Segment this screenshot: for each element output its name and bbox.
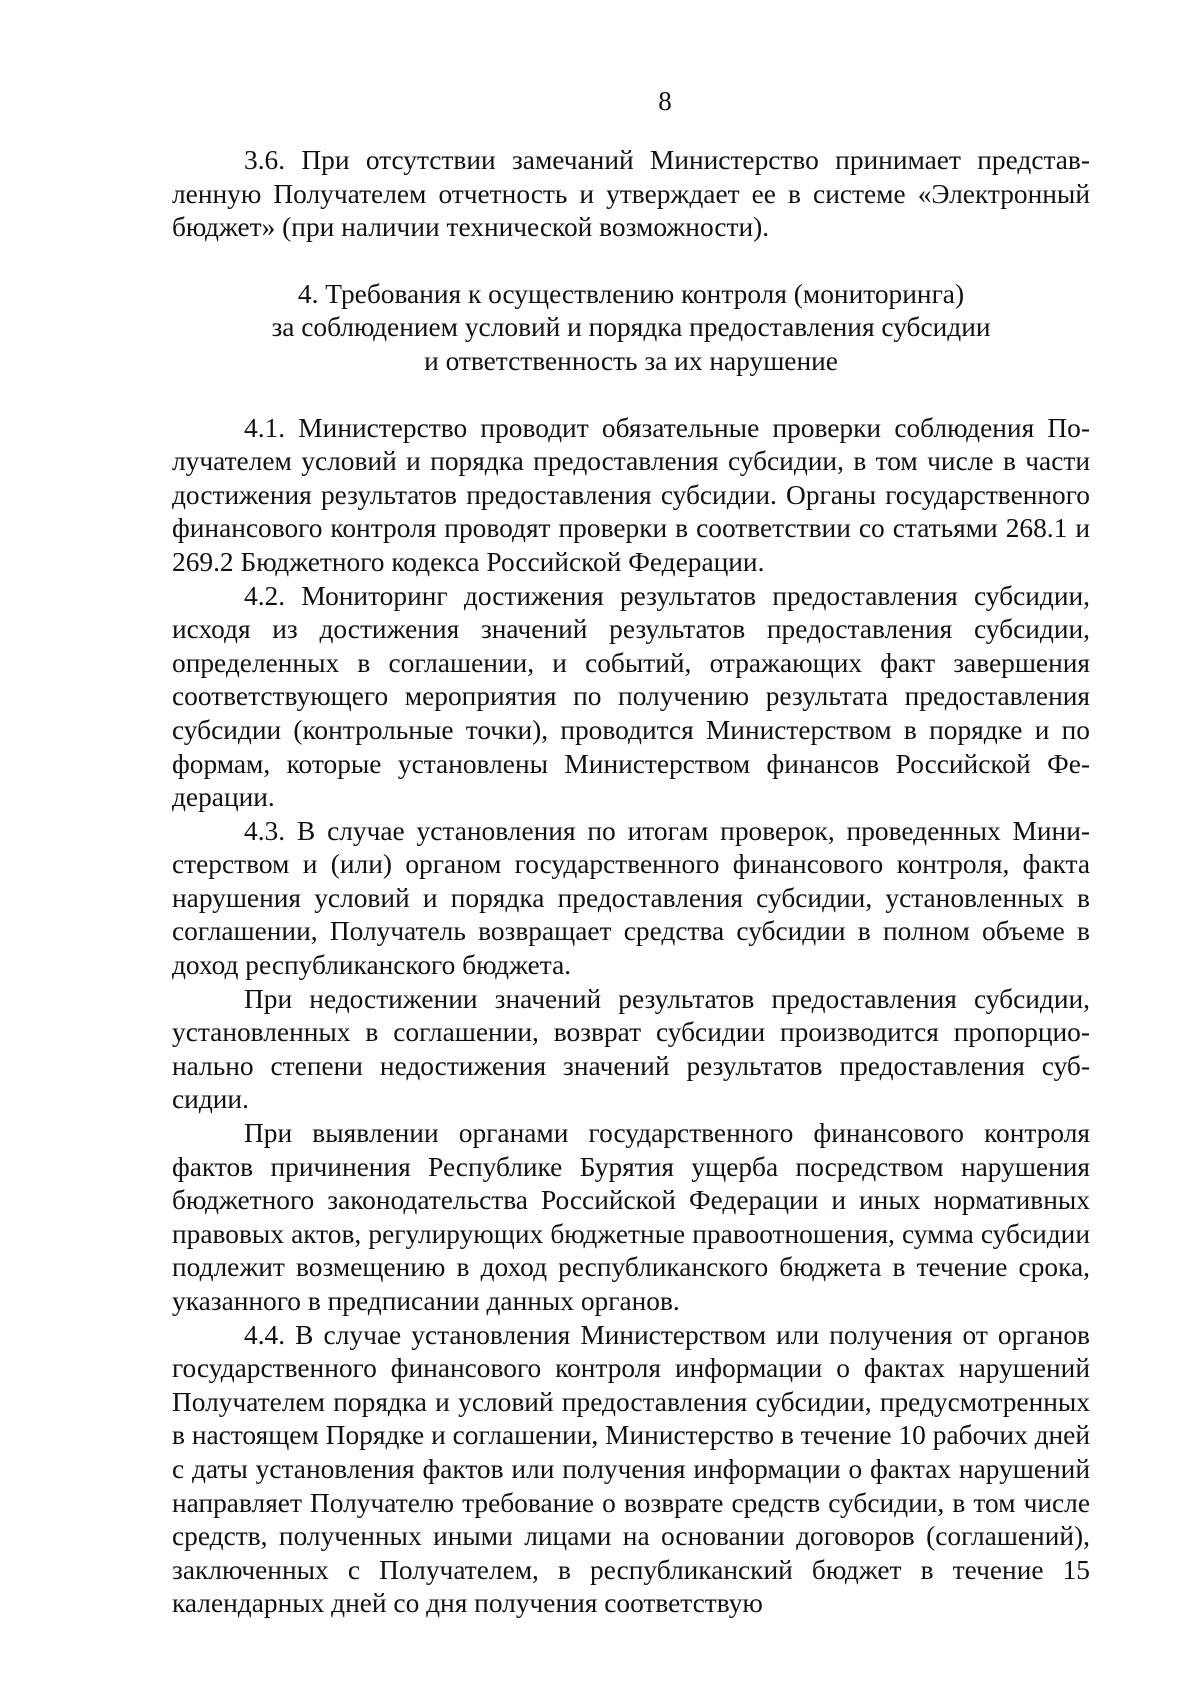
document-body bbox=[172, 144, 1090, 1621]
paragraph-underachievement: При недостижении значений результатов предоставления субсидии, установленных в соглашении, возврат субсидии производится пропорционально степени недостижения значений результатов предоставления субсидии. bbox=[172, 983, 1090, 1115]
paragraph-damage-reimbursement: При выявлении органами государственного финансового контроля фактов причинения Республике Бурятия ущерба посредством нарушения бюджетного законодательства Российской Федерации и иных нормативных правовых актов, регулирующих бюджетные правоотношения, сумма субсидии подлежит возмещению в доход республиканского бюджета в течение срока, указанного в предписании данных органов. bbox=[172, 1118, 1090, 1316]
paragraph-4-3: 4.3. В случае установления по итогам проверок, проведенных Министерством и (или) органом государственного финансового контроля, факта нарушения условий и порядка предоставления субсидии, установленных в соглашении, Получатель возвращает средства субсидии в полном объеме в доход республиканского бюджета. bbox=[172, 815, 1090, 981]
section-heading bbox=[172, 278, 1090, 379]
paragraph-4-1: 4.1. Министерство проводит обязательные проверки соблюдения Получателем условий и порядка предоставления субсидии, в том числе в части достижения результатов предоставления субсидии. Органы государственного финансового контроля проводят проверки в соответствии со статьями 268.1 и 269.2 Бюджетного кодекса Российской Федерации. bbox=[172, 412, 1090, 577]
section-heading-line-1: 4. Требования к осуществлению контроля (мониторинга) bbox=[297, 278, 965, 309]
paragraph-4-2: 4.2. Мониторинг достижения результатов предоставления субсидии, исходя из достижения значений результатов предоставления субсидии, определенных в соглашении, и событий, отражающих факт завершения соответствующего мероприятия по получению результата предоставления субсидии (контрольные точки), проводится Министерством в порядке и по формам, которые установлены Министерством финансов Российской Федерации. bbox=[172, 580, 1090, 813]
section-heading-line-3: и ответственность за их нарушение bbox=[424, 345, 838, 376]
paragraph-4-4: 4.4. В случае установления Министерством или получения от органов государственного финансового контроля информации о фактах нарушений Получателем порядка и условий предоставления субсидии, предусмотренных в настоящем Порядке и соглашении, Министерство в течение 10 рабочих дней с даты установления фактов или получения информации о фактах нарушений направляет Получателю требование о возврате средств субсидии, в том числе средств, полученных иными лицами на основании договоров (соглашений), заключенных с Получателем, в республиканский бюджет в течение 15 календарных дней со дня получения соответствую bbox=[172, 1319, 1090, 1619]
paragraph-3-6: 3.6. При отсутствии замечаний Министерство принимает представленную Получателем отчетность и утверждает ее в системе «Электронный бюджет» (при наличии технической возможности). bbox=[172, 145, 1090, 243]
section-heading-line-2: за соблюдением условий и порядка предоставления субсидии bbox=[271, 312, 991, 343]
page-number: 8 bbox=[658, 86, 672, 116]
